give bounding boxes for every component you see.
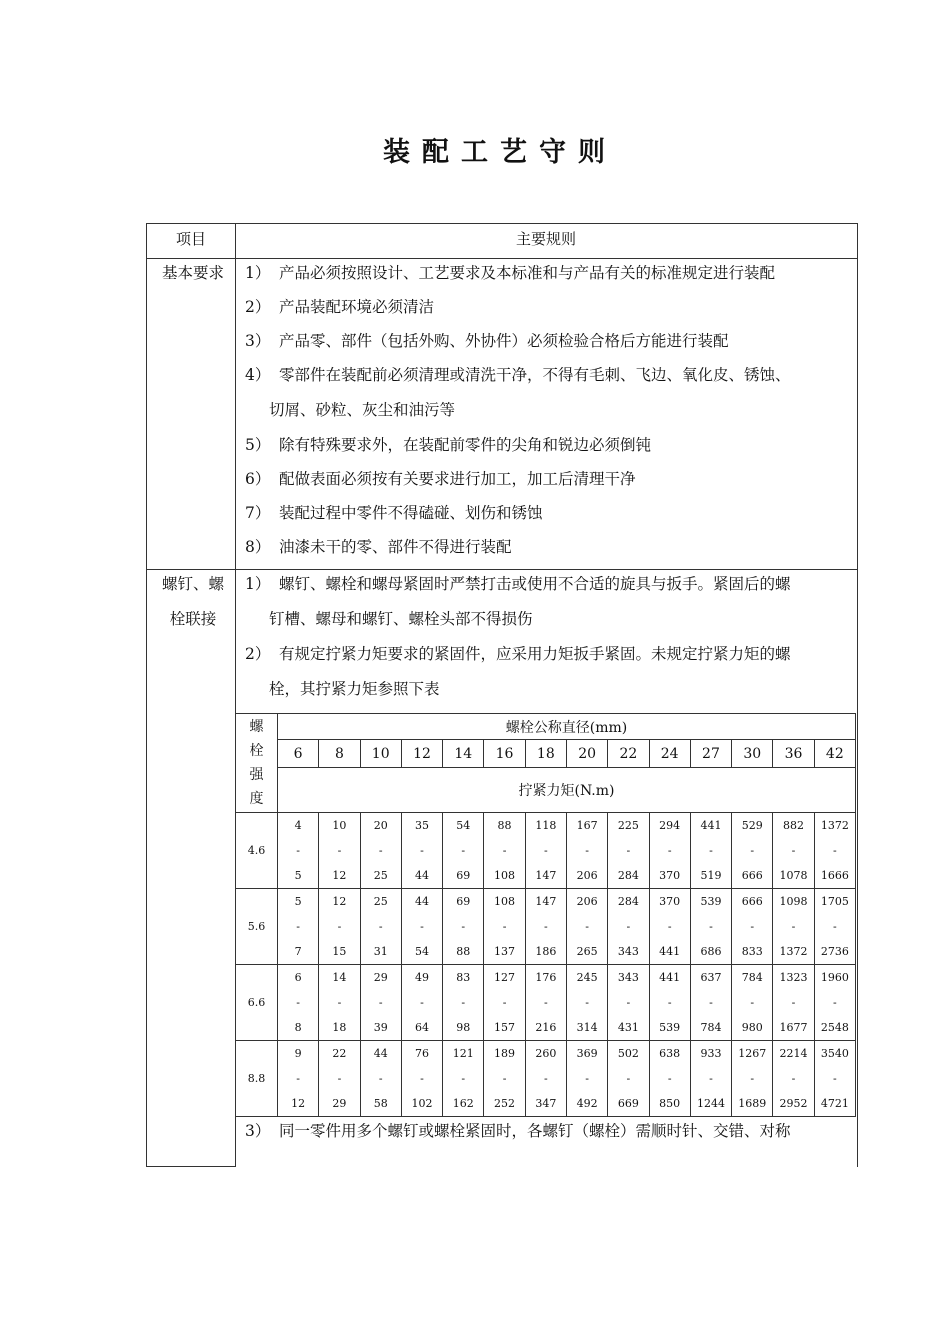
rule-1-2: 2） 产品装配环境必须清洁 — [245, 298, 435, 316]
grade-cell: 4.6 — [236, 813, 278, 889]
torque-table — [235, 713, 856, 1116]
grade-cell: 6.6 — [236, 965, 278, 1041]
section-basic-label: 基本要求 — [161, 264, 224, 282]
torque-range-cell: 12 - 15 — [319, 889, 360, 965]
torque-range-cell: 69 - 88 — [443, 889, 484, 965]
torque-range-cell: 638 - 850 — [649, 1041, 690, 1117]
torque-range-cell: 35 - 44 — [401, 813, 442, 889]
torque-range-cell: 225 - 284 — [608, 813, 649, 889]
torque-range-cell: 14 - 18 — [319, 965, 360, 1041]
diameter-cell: 6 — [278, 740, 319, 768]
strength-label: 螺 栓 强 度 — [236, 714, 278, 813]
torque-range-cell: 176 - 216 — [525, 965, 566, 1041]
torque-range-cell: 502 - 669 — [608, 1041, 649, 1117]
diameter-cell: 42 — [814, 740, 855, 768]
torque-range-cell: 6 - 8 — [278, 965, 319, 1041]
torque-range-cell: 44 - 58 — [360, 1041, 401, 1117]
torque-range-cell: 127 - 157 — [484, 965, 525, 1041]
torque-range-cell: 83 - 98 — [443, 965, 484, 1041]
rule-2-3: 3） 同一零件用多个螺钉或螺栓紧固时，各螺钉（螺栓）需顺时针、交错、对称 — [245, 1122, 791, 1140]
torque-range-cell: 88 - 108 — [484, 813, 525, 889]
torque-range-cell: 441 - 539 — [649, 965, 690, 1041]
torque-range-cell: 933 - 1244 — [690, 1041, 731, 1117]
torque-range-cell: 1960 - 2548 — [814, 965, 855, 1041]
diameter-cell: 12 — [401, 740, 442, 768]
diameter-cell: 36 — [773, 740, 814, 768]
torque-range-cell: 260 - 347 — [525, 1041, 566, 1117]
diameter-cell: 18 — [525, 740, 566, 768]
torque-range-cell: 284 - 343 — [608, 889, 649, 965]
torque-range-cell: 54 - 69 — [443, 813, 484, 889]
torque-range-cell: 44 - 54 — [401, 889, 442, 965]
torque-range-cell: 1098 - 1372 — [773, 889, 814, 965]
diameter-cell: 16 — [484, 740, 525, 768]
torque-range-cell: 25 - 31 — [360, 889, 401, 965]
torque-range-cell: 147 - 186 — [525, 889, 566, 965]
grade-cell: 8.8 — [236, 1041, 278, 1117]
table-row — [236, 1041, 856, 1117]
torque-range-cell: 1267 - 1689 — [732, 1041, 773, 1117]
rule-2-1: 1） 螺钉、螺栓和螺母紧固时严禁打击或使用不合适的旋具与扳手。紧固后的螺 钉槽、螺母和螺钉、螺栓头部不得损伤 — [245, 575, 791, 628]
torque-range-cell: 76 - 102 — [401, 1041, 442, 1117]
torque-range-cell: 20 - 25 — [360, 813, 401, 889]
torque-range-cell: 3540 - 4721 — [814, 1041, 855, 1117]
torque-header: 拧紧力矩(N.m) — [278, 768, 856, 813]
diameter-cell: 20 — [566, 740, 607, 768]
grade-cell: 5.6 — [236, 889, 278, 965]
torque-range-cell: 9 - 12 — [278, 1041, 319, 1117]
diameter-cell: 14 — [443, 740, 484, 768]
torque-range-cell: 529 - 666 — [732, 813, 773, 889]
diameter-cell: 30 — [732, 740, 773, 768]
diameter-cell: 24 — [649, 740, 690, 768]
diameter-cell: 10 — [360, 740, 401, 768]
torque-range-cell: 245 - 314 — [566, 965, 607, 1041]
rule-1-5: 5） 除有特殊要求外，在装配前零件的尖角和锐边必须倒钝 — [245, 436, 652, 454]
torque-range-cell: 637 - 784 — [690, 965, 731, 1041]
diameter-cell: 27 — [690, 740, 731, 768]
diameter-cell: 22 — [608, 740, 649, 768]
torque-range-cell: 370 - 441 — [649, 889, 690, 965]
torque-range-cell: 49 - 64 — [401, 965, 442, 1041]
torque-range-cell: 108 - 137 — [484, 889, 525, 965]
torque-range-cell: 167 - 206 — [566, 813, 607, 889]
header-item: 项目 — [175, 230, 206, 248]
torque-range-cell: 121 - 162 — [443, 1041, 484, 1117]
rule-2-2: 2） 有规定拧紧力矩要求的紧固件，应采用力矩扳手紧固。未规定拧紧力矩的螺 栓，其拧紧力矩参照下表 — [245, 645, 791, 698]
torque-range-cell: 29 - 39 — [360, 965, 401, 1041]
torque-range-cell: 22 - 29 — [319, 1041, 360, 1117]
header-rules: 主要规则 — [515, 230, 576, 248]
torque-range-cell: 343 - 431 — [608, 965, 649, 1041]
torque-range-cell: 2214 - 2952 — [773, 1041, 814, 1117]
torque-range-cell: 666 - 833 — [732, 889, 773, 965]
torque-range-cell: 882 - 1078 — [773, 813, 814, 889]
table-row — [236, 889, 856, 965]
torque-range-cell: 189 - 252 — [484, 1041, 525, 1117]
rule-1-8: 8） 油漆未干的零、部件不得进行装配 — [245, 538, 512, 556]
rule-1-4: 4） 零部件在装配前必须清理或清洗干净，不得有毛刺、飞边、氧化皮、锈蚀、 切屑、砂粒、灰尘和油污等 — [245, 366, 791, 419]
rule-1-1: 1） 产品必须按照设计、工艺要求及本标准和与产品有关的标准规定进行装配 — [245, 264, 776, 282]
torque-range-cell: 294 - 370 — [649, 813, 690, 889]
table-row — [236, 965, 856, 1041]
torque-range-cell: 118 - 147 — [525, 813, 566, 889]
torque-range-cell: 784 - 980 — [732, 965, 773, 1041]
torque-range-cell: 1705 - 2736 — [814, 889, 855, 965]
bottom-border — [147, 1166, 235, 1167]
torque-range-cell: 10 - 12 — [319, 813, 360, 889]
torque-range-cell: 206 - 265 — [566, 889, 607, 965]
rules-table — [146, 223, 858, 1167]
torque-range-cell: 369 - 492 — [566, 1041, 607, 1117]
torque-range-cell: 539 - 686 — [690, 889, 731, 965]
diameter-header: 螺栓公称直径(mm) — [278, 714, 856, 740]
rule-1-6: 6） 配做表面必须按有关要求进行加工，加工后清理干净 — [245, 470, 636, 488]
rule-1-3: 3） 产品零、部件（包括外购、外协件）必须检验合格后方能进行装配 — [245, 332, 729, 350]
torque-range-cell: 441 - 519 — [690, 813, 731, 889]
torque-range-cell: 4 - 5 — [278, 813, 319, 889]
torque-range-cell: 1372 - 1666 — [814, 813, 855, 889]
page-title: 装配工艺守则 — [383, 137, 617, 168]
rule-1-7: 7） 装配过程中零件不得磕碰、划伤和锈蚀 — [245, 504, 543, 522]
table-row — [236, 813, 856, 889]
diameter-cell: 8 — [319, 740, 360, 768]
torque-range-cell: 5 - 7 — [278, 889, 319, 965]
torque-range-cell: 1323 - 1677 — [773, 965, 814, 1041]
section-bolt-label: 螺钉、螺 栓联接 — [161, 575, 224, 628]
